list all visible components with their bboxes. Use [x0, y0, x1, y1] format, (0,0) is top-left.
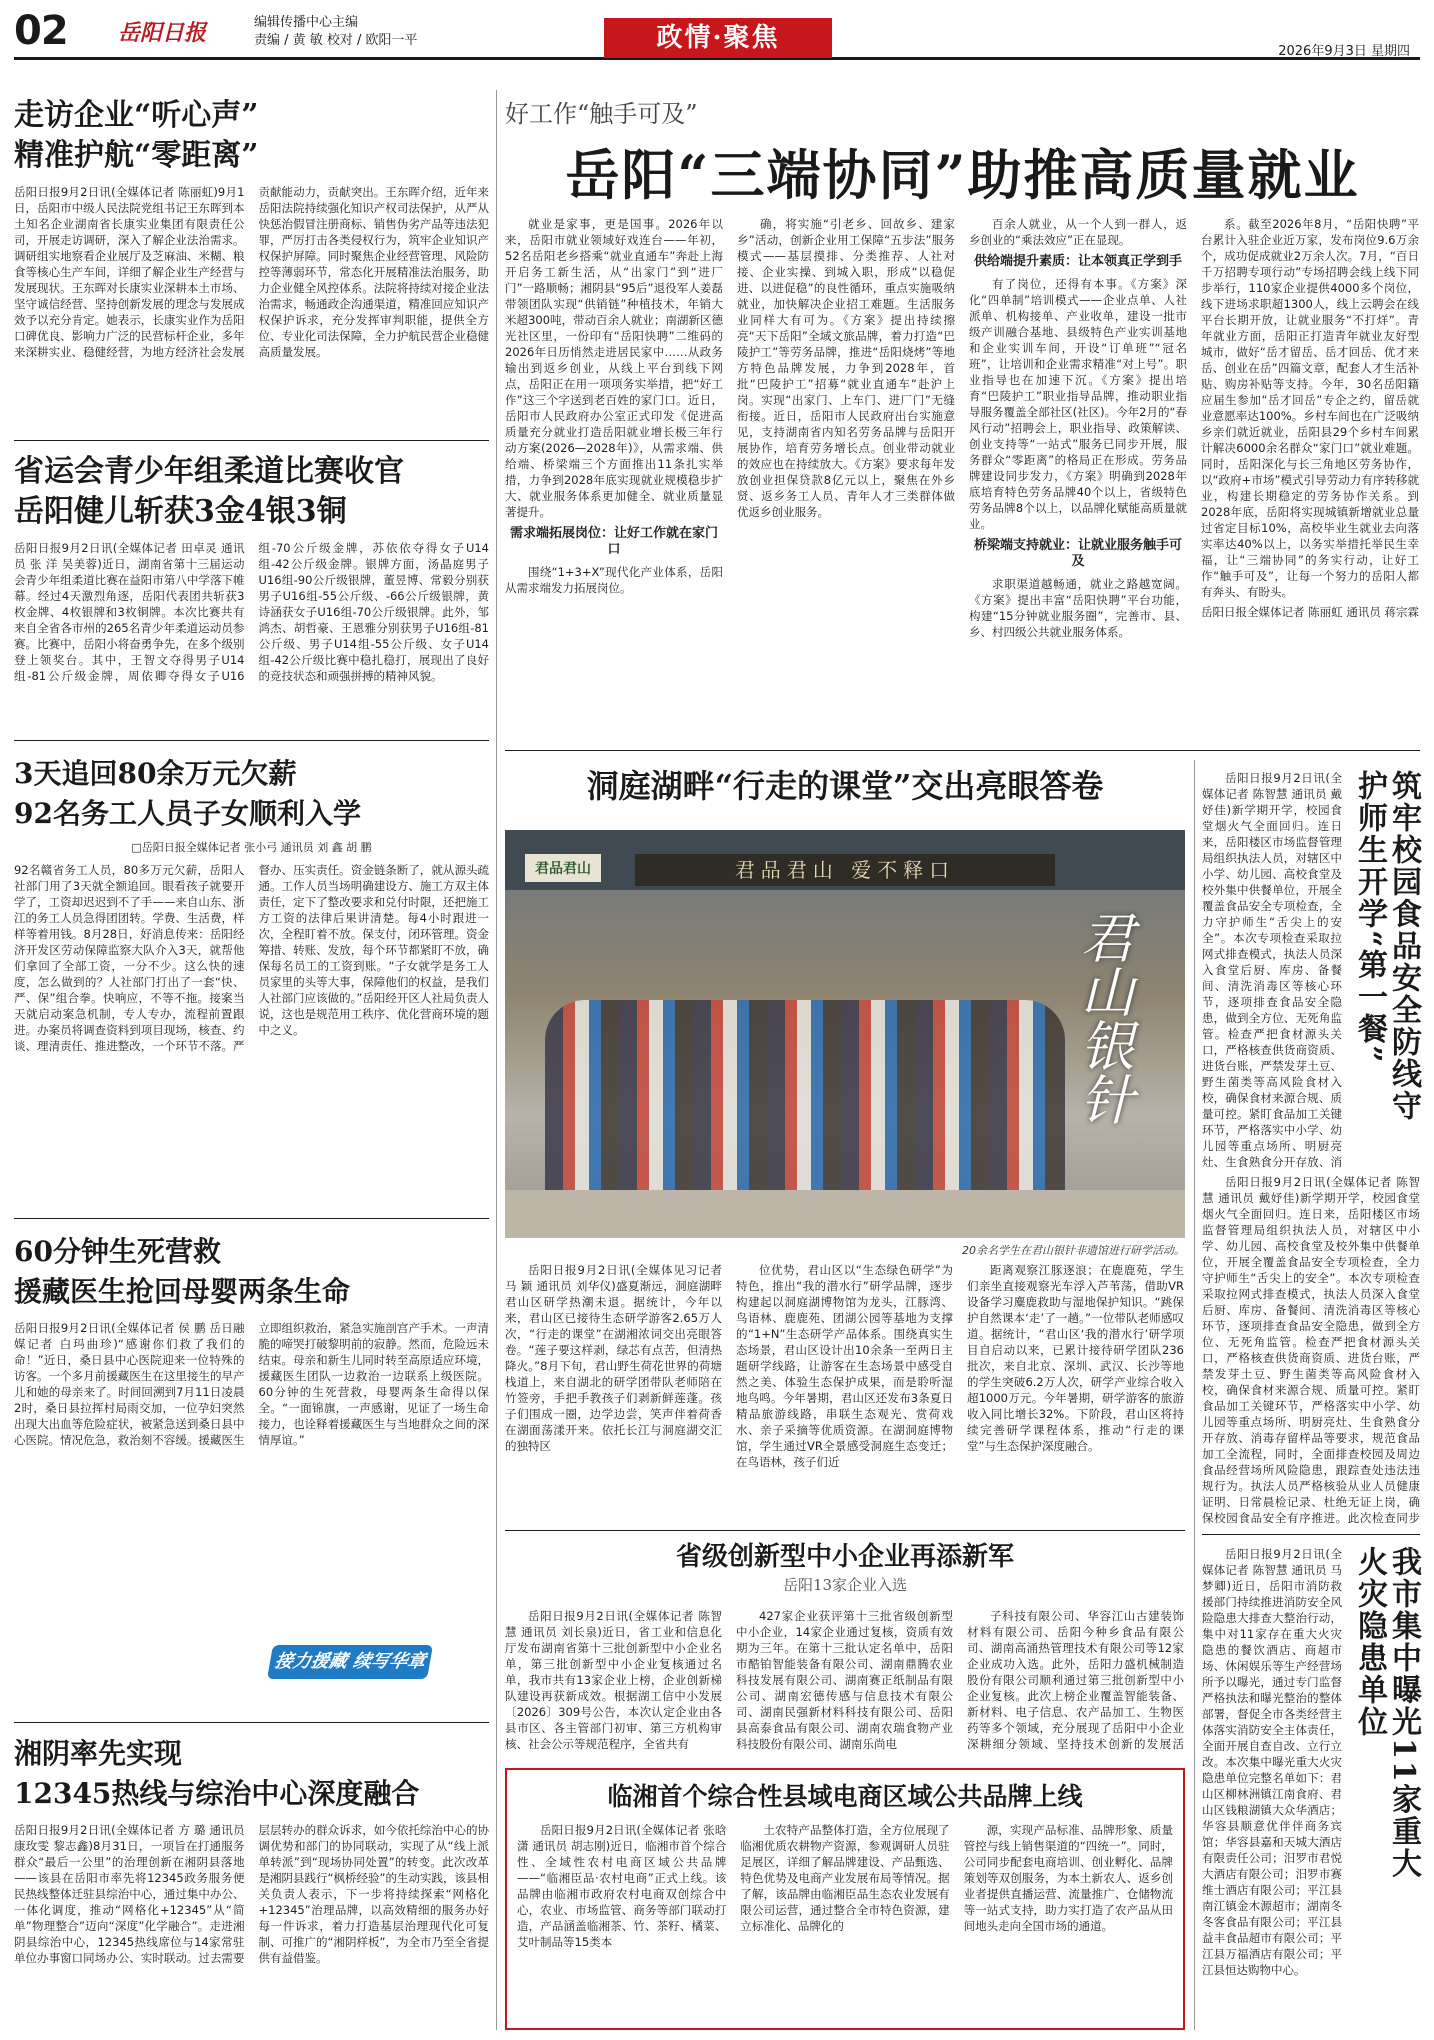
- lead-title: 岳阳“三端协同”助推高质量就业: [565, 143, 1360, 207]
- lead-col-1-text: 就业是家事，更是国事。2026年以来，岳阳市就业领域好戏连台——年初，52名岳阳老乡搭乘“就业直通车”奔赴上海开启务工新生活，从“出家门”到“进厂门”一路顺畅；湘阴县“95后”退役军人姜磊带领团队实现“供销链”种植技术，年销大米超300吨，带动百余人就业；南湖新区德光社区里，一份印有“岳阳快聘”二维码的2026年日历悄然走进居民家中……从政务输出到返乡创业，从线上平台到线下网点，岳阳正在用一项项务实举措，把“好工作”这三个字送到老百姓的家门口。近日，岳阳市人民政府办公室正式印发《促进高质量充分就业打造岳阳就业增长极三年行动方案(2026—2028年)》，从需求端、供给端、桥梁端三个方面推出11条扎实举措，力争到2028年底实现就业规模稳步扩大、就业服务体系更加健全、就业质量显著提升。: [505, 217, 723, 519]
- ecommerce-col-1: [517, 1822, 726, 2018]
- lead-col-3-text-c: 求职渠道越畅通，就业之路越宽阔。《方案》提出丰富“岳阳快聘”平台功能，构建“15分钟就业服务圈”，完善市、县、乡、村四级公共就业服务体系。: [969, 577, 1187, 639]
- photo-story-col-1: [505, 1262, 722, 1514]
- issue-date: 2026年9月3日 星期四: [1278, 44, 1410, 59]
- photo-story-heading: 洞庭湖畔“行走的课堂”交出亮眼答卷: [586, 767, 1104, 805]
- story-ecommerce-box: [505, 1768, 1185, 2030]
- ecommerce-col-2-text: 土农特产品整体打造，全方位展现了临湘优质农耕物产资源，参观调研人员驻足展区，详细了解品牌建设、产品甄选、特色优势及电商产业发展布局等情况。据了解，该品牌由临湘臣品生态农业发展有限公司运营，通过整合全市特色资源，建立标准化、品牌化的: [740, 1823, 950, 1933]
- story-subtitle: 岳阳13家企业入选: [782, 1576, 908, 1594]
- divider: [14, 1218, 489, 1219]
- lead-kicker: 好工作“触手可及”: [505, 100, 698, 128]
- sme-col-1-text: 岳阳日报9月2日讯(全媒体记者 陈智慧 通讯员 刘长泉)近日，省工业和信息化厅发布湖南省第十三批创新型中小企业名单，第三批创新型中小企业复核通过名单，我市共有13家企业上榜，企业创新梯队建设再获新成效。根据湖工信中小发展〔2026〕309号公告，本次认定企业由各县市区、各主管部门初审、第三方机构审核、社会公示等规范程序，全省共有: [505, 1609, 722, 1751]
- photo-story-body: [505, 1262, 1185, 1514]
- sme-col-2: [736, 1608, 953, 1754]
- story-title-line1: 省运会青少年组柔道比赛收官: [14, 454, 404, 489]
- story-title-line2: 精准护航“零距离”: [14, 138, 259, 173]
- divider: [14, 1722, 489, 1723]
- subhead-supply: 供给端提升素质：让本领真正学到手: [973, 254, 1182, 269]
- lead-col-2: [737, 216, 955, 736]
- story-wages: [14, 754, 489, 1164]
- subhead-bridge: 桥梁端支持就业：让就业服务触手可及: [973, 538, 1182, 569]
- sme-col-3-text: 子科技有限公司、华容江山古建装饰材料有限公司、岳阳今种乡食品有限公司、湖南高涌热管理技术有限公司等12家企业成功入选。此外，岳阳力盛机械制造股份有限公司顺利通过第三批创新型中小企业复核。此次上榜企业覆盖智能装备、新材料、电子信息、农产品加工、生物医药等多个领域，充分展现了岳阳中小企业深耕细分领域、坚持技术创新的发展活: [967, 1609, 1184, 1751]
- photo-caption: 20余名学生在君山银针非遗馆进行研学活动。: [962, 1244, 1185, 1257]
- story-rescue: [14, 1232, 489, 1660]
- story-body-top: [1202, 770, 1342, 1170]
- story-byline: □岳阳日报全媒体记者 张小弓 通讯员 刘 鑫 胡 鹏: [131, 841, 372, 854]
- ecommerce-col-2: [740, 1822, 949, 2018]
- photo-story-col-1-text: 岳阳日报9月2日讯(全媒体见习记者 马 颖 通讯员 刘华仪)盛夏渐远，洞庭湖畔君山区研学热潮未退。据统计，今年以来，君山区已接待生态研学游客2.65万人次，“行走的课堂”在湖湘浓词交出亮眼答卷。“莲子要这样剥，绿芯有点苦，但清热降火。”8月下旬，君山野生荷花世界的荷塘栈道上，来自湖北的研学团带队老师陪在竹签旁，手把手教孩子们剥新鲜莲蓬。孩子们围成一圈，边学边尝，笑声伴着荷香在湖面荡漾开来。依托长江与洞庭湖交汇的独特区: [505, 1263, 722, 1453]
- story-title: 临湘首个综合性县域电商区域公共品牌上线: [607, 1782, 1083, 1811]
- lead-story-body: [505, 216, 1420, 736]
- photo-calligraphy: 君山银针: [1072, 910, 1135, 1126]
- story-sme: [505, 1540, 1185, 1595]
- masthead: [14, 8, 1420, 60]
- story-title-line2: 12345热线与综治中心深度融合: [14, 1777, 420, 1810]
- photo-group: [545, 1000, 1065, 1190]
- photo-banner-sign: 君品君山 爱不释口: [635, 854, 1055, 886]
- story-sme-body: [505, 1608, 1185, 1754]
- lead-col-1-text-b: 围绕“1+3+X”现代化产业体系，岳阳从需求端发力拓展岗位。: [505, 565, 723, 595]
- story-body: 岳阳日报9月2日讯(全媒体记者 方 璐 通讯员 康玫雯 黎志鑫)8月31日，一项旨在打通服务群众“最后一公里”的治理创新在湘阴县落地——该县在岳阳市率先将12345政务服务便民热线整体迁驻县综治中心，通过集中办公、一体化调度，推动“网格化+12345”从“简单”物理整合”迈向“深度”化学融合”。走进湘阴县综治中心，12345热线席位与14家常驻单位办事窗口同场办公、实时联动。过去需要层层转办的群众诉求，如今依托综治中心的协调优势和部门的协同联动，实现了从“线上派单转派”到“现场协同处置”的转变。此次改革是湘阴县践行“枫桥经验”的生动实践，该县相关负责人表示，下一步将持续探索“网格化+12345”治理品牌，以高效精细的服务办好每一件诉求，着力打造基层治理现代化可复制、可推广的“湘阴样板”，为全市乃至全省提供有益借鉴。: [14, 1823, 489, 1965]
- divider: [1202, 1534, 1420, 1535]
- section-banner: 政情·聚焦: [604, 18, 832, 58]
- story-hotline: [14, 1734, 489, 2022]
- story-title-line1: 60分钟生死营救: [14, 1235, 221, 1268]
- photo-story-col-3: [967, 1262, 1184, 1514]
- ecommerce-col-3-text: 源，实现产品标准、品牌形象、质量管控与线上销售渠道的“四统一”。同时，公司同步配套电商培训、创业孵化、品牌策划等双创服务，为本土新农人、返乡创业者提供直播运营、流量推广、仓储物流等一站式支持，助力实打造了农产品从田间地头走向全国市场的通道。: [963, 1823, 1173, 1933]
- photo-story-col-2: [736, 1262, 953, 1514]
- sme-col-1: [505, 1608, 722, 1754]
- story-judo: [14, 452, 489, 726]
- ecommerce-col-1-text: 岳阳日报9月2日讯(全媒体记者 张晗潇 通讯员 胡志刚)近日，临湘市首个综合性、全域性农村电商区域公共品牌——“临湘臣品·农村电商”正式上线。该品牌由临湘市政府农村电商双创综合中心，农业、市场监管、商务等部门联动打造，产品涵盖临湘茶、竹、茶籽、橘菜、艾叶制品等15类本: [517, 1823, 727, 1949]
- editor-line-1: 编辑传播中心主编: [254, 15, 359, 30]
- subhead-demand: 需求端拓展岗位：让好工作就在家门口: [509, 526, 718, 557]
- newspaper-logo: 岳阳日报: [118, 20, 207, 46]
- story-body: [1202, 1546, 1342, 2026]
- column-divider: [496, 90, 497, 2030]
- story-title: 省级创新型中小企业再添新军: [675, 1542, 1014, 1572]
- story-title-line2: 岳阳健儿斩获3金4银3铜: [14, 494, 347, 529]
- lead-col-4-text: 系。截至2026年8月，“岳阳快聘”平台累计入驻企业近万家，发布岗位9.6万余个，成功促成就业2万余人次。7月，“百日千万招聘专项行动”专场招聘会线上线下同步举行，110家企业提供4000多个岗位，线下进场求职超1300人，线上云聘会在线平台长期开放，让就业服务“不打烊”。青年就业方面，岳阳正打造青年就业友好型城市，做好“岳才留岳、岳才回岳、优才来岳、创业在岳”四篇文章，配套人才生活补贴、购房补贴等支持。今年，30名岳阳籍应届生参加“岳才回岳”专企之约，留岳就业意愿率达100%。乡村车间也在广泛吸纳乡亲们就近就业，岳阳县29个乡村车间累计解决6000余名群众“家门口”就业难题。同时，岳阳深化与长三角地区劳务协作，以“政府+市场”模式引导劳动力有序转移就业，构建长期稳定的劳务协作关系。到2028年底，岳阳将实现城镇新增就业总量过省定目标10%，高校毕业生就业去向落实率达40%以上，以务实举措托举民生幸福，让“三端协同”的务实行动，让好工作“触手可及”，让每一个努力的岳阳人都有奔头、有盼头。: [1201, 217, 1419, 599]
- story-body-text: 岳阳日报9月2日讯(全媒体记者 陈智慧 通讯员 戴妤佳)新学期开学，校园食堂烟火气全面回归。连日来，岳阳楼区市场监督管理局组织执法人员，对辖区中小学、幼儿园、高校食堂及校外集中供餐单位，开展全覆盖食品安全专项检查，全力守护师生“舌尖上的安全”。本次专项检查采取拉网式排查模式，执法人员深入食堂后厨、库房、备餐间、清洗消毒区等核心环节，逐项排查食品安全隐患，做到全方位、无死角监管。检查严把食材源头关口，严格核查供货商资质、进货台账，严禁发芽土豆、野生菌类等高风险食材入校，确保食材来源合规、质量可控。紧盯食品加工关键环节，严格落实中小学、幼儿园等重点场所、明厨亮灶、生食熟食分开存放、消: [1202, 771, 1342, 1169]
- study-tour-photo: [505, 830, 1185, 1238]
- photo-sign-logo: 君品君山: [525, 854, 601, 882]
- story-title-line1: 湘阴率先实现: [14, 1737, 183, 1770]
- sme-col-3: [967, 1608, 1184, 1754]
- editor-credits: [254, 14, 454, 50]
- lead-col-2-text: 确，将实施“引老乡、回故乡、建家乡”活动，创新企业用工保障“五步法”服务模式——基层摸排、分类推荐、人社对接、企业实操、到城入职，形成“以稳促进、以进促稳”的良性循环，重点实施吸纳就业，加快解决企业招工难题。生活服务业同样大有可为。《方案》提出持续擦亮“天下岳阳”全域文旅品牌，着力打造“巴陵护工”等劳务品牌，推进“岳阳烧烤”等地方特色品牌发展，力争到2028年，首批“巴陵护工”招募“就业直通车”赴沪上岗。实现“出家门、上车门、进厂门”无缝衔接。近日，岳阳市人民政府出台实施意见，支持湖南省内知名劳务品牌与岳阳开展协作，培育劳务增长点。创业带动就业的效应也在持续放大。《方案》要求每年发放创业担保贷款8亿元以上，聚焦在外乡贤、返乡务工人员、青年人才三类群体做优返乡创业服务。: [737, 217, 955, 519]
- story-ecommerce-body: [507, 1814, 1183, 2014]
- lead-col-3-text-b: 有了岗位，还得有本事。《方案》深化“四单制”培训模式——企业点单、人社派单、机构接单、产业收单，建设一批市级产训融合基地、县级特色产业实训基地和企业实训车间，开设“订单班”“冠名班”，让培训和企业需求精准“对上号”。职业指导也在加速下沉。《方案》提出培育“巴陵护工”职业指导品牌，推动职业指导服务覆盖全部社区(社区)。今年2月的“春风行动”招聘会上，职业指导、政策解读、创业支持等“一站式”服务已同步开展，服务群众“零距离”的格局正在形成。劳务品牌建设同步发力，《方案》明确到2028年底培育特色劳务品牌40个以上，省级特色劳务品牌8个以上，以品牌化赋能高质量就业。: [969, 277, 1187, 531]
- story-body: 岳阳日报9月2日讯(全媒体记者 陈丽虹)9月1日，岳阳市中级人民法院党组书记王东晖到本土知名企业湖南省长康实业集团有限责任公司，开展走访调研，深入了解企业法治需求。调研组实地察看企业展厅及芝麻油、米糊、粮食等核心生产车间，详细了解企业生产经营与发展现状。王东晖对长康实业深耕本土市场、坚守诚信经营、坚持创新发展的理念与发展成效予以充分肯定。她表示，长康实业作为岳阳口碑优良、影响力广泛的民营标杆企业，多年来深耕实业、稳健经营，为地方经济社会发展贡献能动力，贡献突出。王东晖介绍，近年来岳阳法院持续强化知识产权司法保护，从严从快惩治假冒注册商标、销售伪劣产品等违法犯罪，严厉打击各类侵权行为，筑牢企业知识产权保护屏障。同时聚焦企业经营管理、风险防控等薄弱环节，常态化开展精准法治服务，助力企业健全风控体系。法院将持续对接企业法治需求，畅通政企沟通渠道，精准回应知识产权保护诉求，充分发挥审判职能，提供全方位、专业化司法保障，全力护航民营企业稳健高质量发展。: [14, 185, 489, 359]
- column-badge: 接力援藏 续写华章: [267, 1645, 433, 1679]
- photo-story-col-3-text: 距离观察江豚逐浪；在鹿鹿苑，学生们亲坐直接观察光车浮入芦苇荡，借助VR设备学习麋鹿救助与湿地保护知识。“跳保护自然课本‘走’了一趟。”一位带队老师感叹道。据统计，“君山区‘我的潜水行’研学项目自启动以来，已累计接待研学团队236批次，来自北京、深圳、武汉、长沙等地的学生突破6.2万人次，研学产业综合收入超1000万元。今年暑期，研学游客的旅游收入同比增长32%。下阶段，君山区将持续完善研学课程体系，推动“行走的课堂”与生态保护深度融合。: [967, 1263, 1184, 1453]
- ecommerce-col-3: [964, 1822, 1173, 2018]
- photo-ground: [505, 1190, 1185, 1238]
- story-title: 筑牢校园食品安全防线守护师生开学“第一餐”: [1352, 770, 1421, 1122]
- lead-story: [505, 94, 1420, 210]
- story-title-line1: 3天追回80余万元欠薪: [14, 757, 297, 790]
- story-body: 岳阳日报9月2日讯(全媒体记者 侯 鹏 岳日融媒记者 白玛曲珍)“感谢你们救了我们的命！”近日，桑日县中心医院迎来一位特殊的访客。一个多月前援藏医生在这里接生的早产儿和她的母亲来了。时间回溯到7月11日凌晨2时，桑日县拉挥村局雨交加，一位孕妇突然出现大出血等危险症状，被紧急送到桑日县中心医院。情况危急，救治刻不容缓。援藏医生立即组织救治，紧急实施剖宫产手术。一声清脆的啼哭打破黎明前的寂静。然而，危险远未结束。母亲和新生儿同时转至高原适应环境，援藏医生团队一边救治一边联系上级医院。60分钟的生死营救，母婴两条生命得以保全。“一面锦旗，一声感谢，见证了一场生命接力，也诠释着援藏医生与当地群众之间的深情厚谊。”: [14, 1321, 489, 1447]
- story-title-line2: 援藏医生抢回母婴两条生命: [14, 1275, 351, 1308]
- story-title-line2: 92名务工人员子女顺利入学: [14, 797, 361, 830]
- photo-story-title: [505, 766, 1185, 806]
- story-title: 我市集中曝光11家重大火灾隐患单位: [1352, 1546, 1421, 1880]
- divider: [14, 440, 489, 441]
- lead-col-3-text: 百余人就业，从一个人到一群人，返乡创业的“乘法效应”正在显现。: [969, 217, 1187, 247]
- editor-line-2: 责编 / 黄 敏 校对 / 欧阳一平: [254, 33, 418, 48]
- sme-col-2-text: 427家企业获评第十三批省级创新型中小企业，14家企业通过复核，资质有效期为三年。在第十三批认定名单中，岳阳市酷铂智能装备有限公司、湖南鼎腾农业科技发展有限公司、湖南赛正纸制品有限公司、湖南宏德传感与信息技术有限公司、湖南民强新材料科技有限公司、岳阳县高泰食品有限公司、湖南农瑞食物产业科技股份有限公司、湖南乐尚电: [736, 1609, 953, 1751]
- divider: [505, 750, 1420, 751]
- story-food-safety-cont: [1202, 1174, 1420, 1526]
- divider: [14, 740, 489, 741]
- story-visit-enterprise: [14, 96, 489, 432]
- lead-byline: 岳阳日报全媒体记者 陈丽虹 通讯员 蒋宗霖: [1201, 605, 1419, 619]
- photo-story-col-2-text: 位优势，君山区以“生态绿色研学”为特色，推出“我的潜水行”研学品牌，逐步构建起以洞庭湖博物馆为龙头，江豚湾、鸟语林、鹿鹿苑、团湖公园等基地为支撑的“1+N”生态研学产品体系。围绕真实生态场景，君山区设计出10余条一至两日主题研学线路，让游客在生态场景中感受自然之美、体验生态保护成果，而是聆听湿地鸟鸣。今年暑期，君山区还发布3条夏日精品旅游线路，串联生态观光、赏荷戏水、亲子采摘等优质资源。在湖洞庭博物馆，学生通过VR全景感受洞庭生态变迁；在鸟语林，孩子们近: [736, 1263, 953, 1469]
- story-body-text: 岳阳日报9月2日讯(全媒体记者 陈智慧 通讯员 马梦卿)近日，岳阳市消防救援部门持续推进消防安全风险隐患大排查大整治行动，集中对11家存在重大火灾隐患的餐饮酒店、商超市场、休闲娱乐等生产经营场所予以曝光，通过专门监督严格执法和曝光整治的整体部署，督促全市各类经营主体落实消防安全主体责任，全面开展自查自改、立行立改。本次集中曝光重大火灾隐患单位完整名单如下：君山区柳林洲镇江南食府、君山区钱粮湖镇大众华酒店；华容县顺意优伴伴商务宾馆；华容县嘉和天城大酒店有限责任公司；汨罗市君悦大酒店有限公司；汨罗市赛维士酒店有限公司；平江县南江镇金木源超市；湖南冬冬客食品有限公司；平江县益丰食品超市有限公司；平江县万福酒店有限公司；平江县恒达购物中心。: [1202, 1547, 1342, 1977]
- lead-col-4: [1201, 216, 1419, 736]
- story-title-line1: 走访企业“听心声”: [14, 98, 259, 133]
- divider: [505, 1530, 1185, 1531]
- story-body: 岳阳日报9月2日讯(全媒体记者 田卓灵 通讯员 张 洋 吴美蓉)近日，湖南省第十三届运动会青少年组柔道比赛在益阳市第八中学落下帷幕。经过4天激烈角逐，岳阳代表团共斩获3枚金牌、4枚银牌和3枚铜牌。本次比赛共有来自全省各市州的265名青少年柔道运动员参赛。比赛中，岳阳小将奋勇争先，在多个级别登上领奖台。其中，王智文夺得男子U14组-81公斤级金牌，周依卿夺得女子U16组-70公斤级金牌，苏依依夺得女子U14组-42公斤级金牌。银牌方面，汤晶庭男子U16组-90公斤级银牌，董昱博、常毅分别获男子U16组-55公斤级、-66公斤级银牌，黄诗涵获女子U16组-70公斤级银牌。此外，邹鸿杰、胡哲豪、王恩雅分别获男子U16组-81公斤级、男子U14组-55公斤级、女子U14组-42公斤级比赛中稳扎稳打，展现出了良好的竞技状态和顽强拼搏的精神风貌。: [14, 541, 489, 683]
- column-divider: [1194, 760, 1195, 2030]
- story-fire-hazards: [1202, 1546, 1420, 2030]
- lead-col-3: [969, 216, 1187, 736]
- lead-col-1: [505, 216, 723, 736]
- story-body-cont-text: 岳阳日报9月2日讯(全媒体记者 陈智慧 通讯员 戴妤佳)新学期开学，校园食堂烟火气全面回归。连日来，岳阳楼区市场监督管理局组织执法人员，对辖区中小学、幼儿园、高校食堂及校外集中供餐单位，开展全覆盖食品安全专项检查，全力守护师生“舌尖上的安全”。本次专项检查采取拉网式排查模式，执法人员深入食堂后厨、库房、备餐间、清洗消毒区等核心环节，逐项排查食品安全隐患，做到全方位、无死角监管。检查严把食材源头关口，严格核查供货商资质、进货台账，严禁发芽土豆、野生菌类等高风险食材入校，确保食材来源合规、质量可控。紧盯食品加工关键环节，严格落实中小学、幼儿园等重点场所、明厨亮灶、生食熟食分开存放、消毒存留样品等要求，规范食品加工全流程，同时，全面排查校园及周边食品经营场所风险隐患，跟踪查处违法违规行为。执法人员严格核验从业人员健康证明、日常晨检记录、杜绝无证上岗，确保校园食品安全有序推进。此次检查同步: [1202, 1175, 1420, 1525]
- page-number: 02: [14, 8, 68, 54]
- story-body: 92名赣省务工人员，80多万元欠薪，岳阳人社部门用了3天就全额追回。眼看孩子就要开学了，工资却迟迟到不了手——来自山东、浙江的务工人员急得团团转。学费、生活费，样样等着用钱。8月28日，好消息传来：岳阳经济开发区劳动保障监察大队介入3天，就帮他们拿回了全部工资，一分不少。这么快的速度，怎么做到的？人社部门打出了一套“快、严、保”组合拳。快响应，不等不拖。接案当天就启动案急机制，专人专办，流程前置跟进。办案员将调查资料到项目现场，核查、约谈、理清责任、推进整改，一个环节不落。严督办、压实责任。资金链条断了，就从源头疏通。工作人员当场明确建设方、施工方双主体责任，定下了整改要求和兑付时限，还把施工方工资的法律后果讲清楚。每4小时跟进一次，全程盯着不放。保支付，闭环管理。资金筹措、转账、发放，每个环节都紧盯不放，确保每名员工的工资到账。“子女就学是务工人员家里的头等大事，保障他们的权益，是我们人社部门应该做的。”岳阳经开区人社局负责人说，这也是规范用工秩序、优化营商环境的题中之义。: [14, 863, 489, 1053]
